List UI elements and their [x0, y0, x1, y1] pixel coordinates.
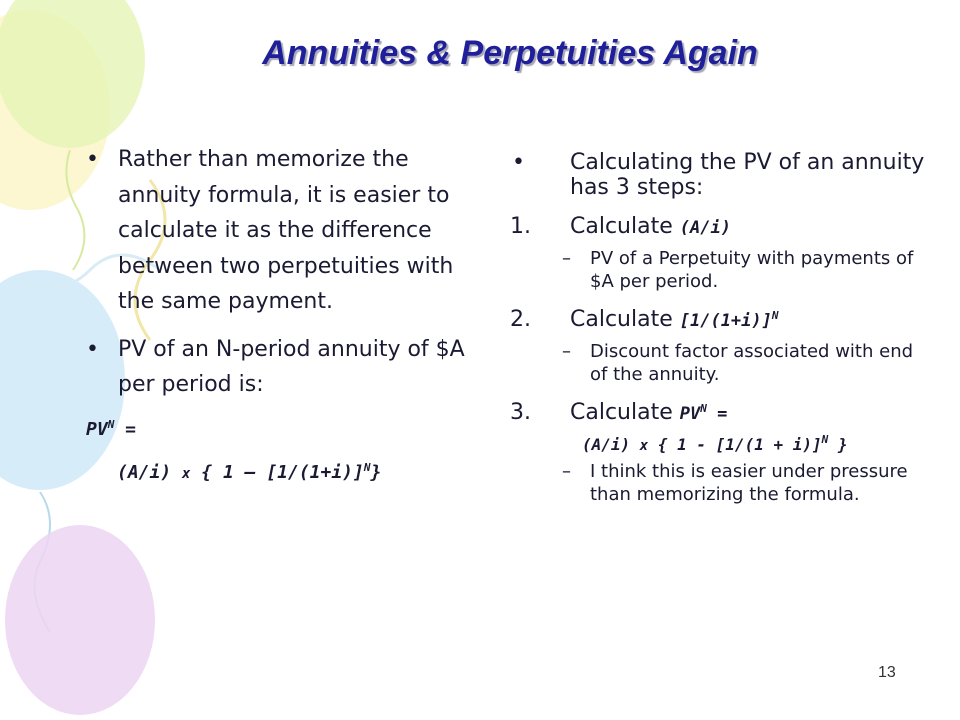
bullet-dot: •	[512, 150, 525, 175]
step-2: 2. Calculate $[1/(1+i)]^N$	[510, 307, 779, 332]
formula-rhs: (A/i) x { $1 - [1/(1+i)]^N$}	[117, 460, 382, 483]
step-3: 3. Calculate $PV^N$ =	[510, 400, 728, 425]
step-3-detail: – I think this is easier under pressure than memorizing the formula.	[510, 460, 930, 506]
step-3-formula: (A/i) x { $1 - [1/(1 + i)]^N$ }	[582, 433, 848, 454]
formula-lhs: $PV^N$ =	[86, 417, 136, 440]
right-bullet-intro	[510, 150, 930, 200]
left-bullet-2	[86, 332, 496, 403]
step-1-detail: – PV of a Perpetuity with payments of $A per period.	[510, 247, 930, 293]
step-number: 2.	[510, 307, 531, 332]
page-number: 13	[878, 664, 896, 681]
bullet-text: PV of an N-period annuity of $A per period is:	[118, 336, 465, 397]
step-1: 1. Calculate (A/i)	[510, 214, 731, 239]
step-2-detail: – Discount factor associated with end of the annuity.	[510, 340, 930, 386]
step-number: 1.	[510, 214, 531, 239]
dash-glyph: –	[562, 341, 571, 362]
right-column	[510, 150, 930, 506]
slide-title: Annuities & Perpetuities Again	[262, 34, 758, 72]
bullet-text: Rather than memorize the annuity formula, it is easier to calculate it as the difference between two perpetuities with the same payment.	[118, 147, 454, 314]
purple-balloon	[5, 525, 155, 715]
left-column	[86, 142, 496, 483]
dash-glyph: –	[562, 461, 571, 482]
dash-glyph: –	[562, 248, 571, 269]
step-number: 3.	[510, 400, 531, 425]
bullet-dot: •	[86, 147, 99, 172]
intro-text: Calculating the PV of an annuity has 3 steps:	[570, 150, 925, 200]
left-bullet-1	[86, 142, 496, 320]
bullet-dot: •	[86, 336, 99, 362]
